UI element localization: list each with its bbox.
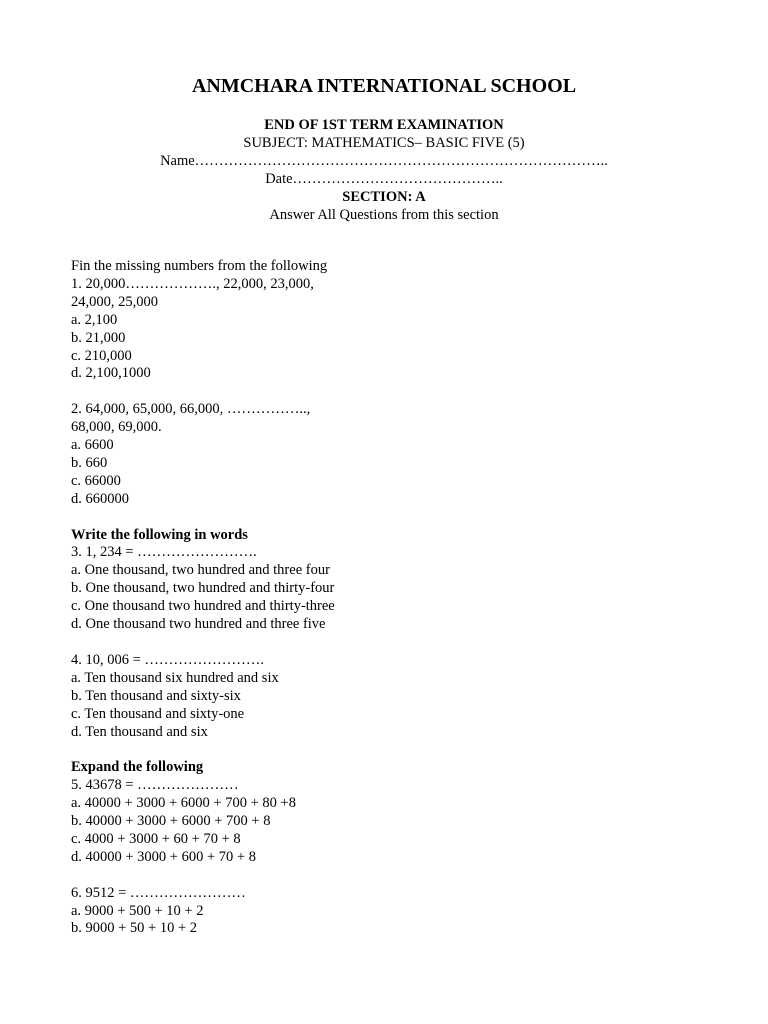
section-title: SECTION: A xyxy=(342,189,426,205)
answer-option: a. One thousand, two hundred and three four xyxy=(71,562,330,579)
spacer xyxy=(71,867,711,885)
answer-option: b. 660 xyxy=(71,454,108,471)
answer-option: b. 9000 + 50 + 10 + 2 xyxy=(71,920,198,937)
answer-option: d. Ten thousand and six xyxy=(71,723,208,740)
answer-option: a. 2,100 xyxy=(71,311,118,328)
date-line: Date…………………………………….. xyxy=(265,171,503,187)
answer-option: d. 660000 xyxy=(71,490,129,507)
answer-option: b. Ten thousand and sixty-six xyxy=(71,687,241,704)
question-stem-continued: 24,000, 25,000 xyxy=(71,293,158,310)
answer-option: b. 21,000 xyxy=(71,329,126,346)
question-body xyxy=(71,258,711,938)
spacer xyxy=(71,509,711,527)
answer-option: c. One thousand two hundred and thirty-three xyxy=(71,598,335,615)
spacer xyxy=(71,741,711,759)
question-stem: 1. 20,000………………., 22,000, 23,000, xyxy=(71,275,314,292)
answer-option: d. 40000 + 3000 + 600 + 70 + 8 xyxy=(71,848,256,865)
section-heading: Fin the missing numbers from the following xyxy=(71,258,328,274)
answer-option: a. 6600 xyxy=(71,437,114,454)
spacer xyxy=(71,634,711,652)
question-stem: 5. 43678 = ………………… xyxy=(71,777,239,794)
question-stem-continued: 68,000, 69,000. xyxy=(71,419,162,436)
answer-option: c. 210,000 xyxy=(71,347,132,364)
school-name: ANMCHARA INTERNATIONAL SCHOOL xyxy=(191,75,577,97)
question-stem: 4. 10, 006 = ……………………. xyxy=(71,651,265,668)
question-stem: 2. 64,000, 65,000, 66,000, …………….., xyxy=(71,401,311,418)
answer-option: c. 4000 + 3000 + 60 + 70 + 8 xyxy=(71,830,241,847)
section-heading: Write the following in words xyxy=(71,526,248,543)
section-instruction: Answer All Questions from this section xyxy=(269,207,499,223)
answer-option: d. One thousand two hundred and three five xyxy=(71,616,326,633)
answer-option: a. 9000 + 500 + 10 + 2 xyxy=(71,902,204,919)
answer-option: b. 40000 + 3000 + 6000 + 700 + 8 xyxy=(71,813,271,830)
question-stem: 6. 9512 = …………………… xyxy=(71,884,246,901)
answer-option: c. Ten thousand and sixty-one xyxy=(71,705,245,722)
spacer xyxy=(71,383,711,401)
question-stem: 3. 1, 234 = ……………………. xyxy=(71,544,257,561)
section-heading: Expand the following xyxy=(71,759,204,776)
answer-option: a. Ten thousand six hundred and six xyxy=(71,669,279,686)
answer-option: b. One thousand, two hundred and thirty-four xyxy=(71,580,335,597)
exam-title: END OF 1ST TERM EXAMINATION xyxy=(264,117,504,133)
name-line: Name………………………………………………………………………….. xyxy=(160,153,608,169)
answer-option: d. 2,100,1000 xyxy=(71,365,151,382)
answer-option: a. 40000 + 3000 + 6000 + 700 + 80 +8 xyxy=(71,795,296,812)
answer-option: c. 66000 xyxy=(71,472,121,489)
exam-header xyxy=(0,72,768,224)
subject-line: SUBJECT: MATHEMATICS– BASIC FIVE (5) xyxy=(243,135,525,151)
